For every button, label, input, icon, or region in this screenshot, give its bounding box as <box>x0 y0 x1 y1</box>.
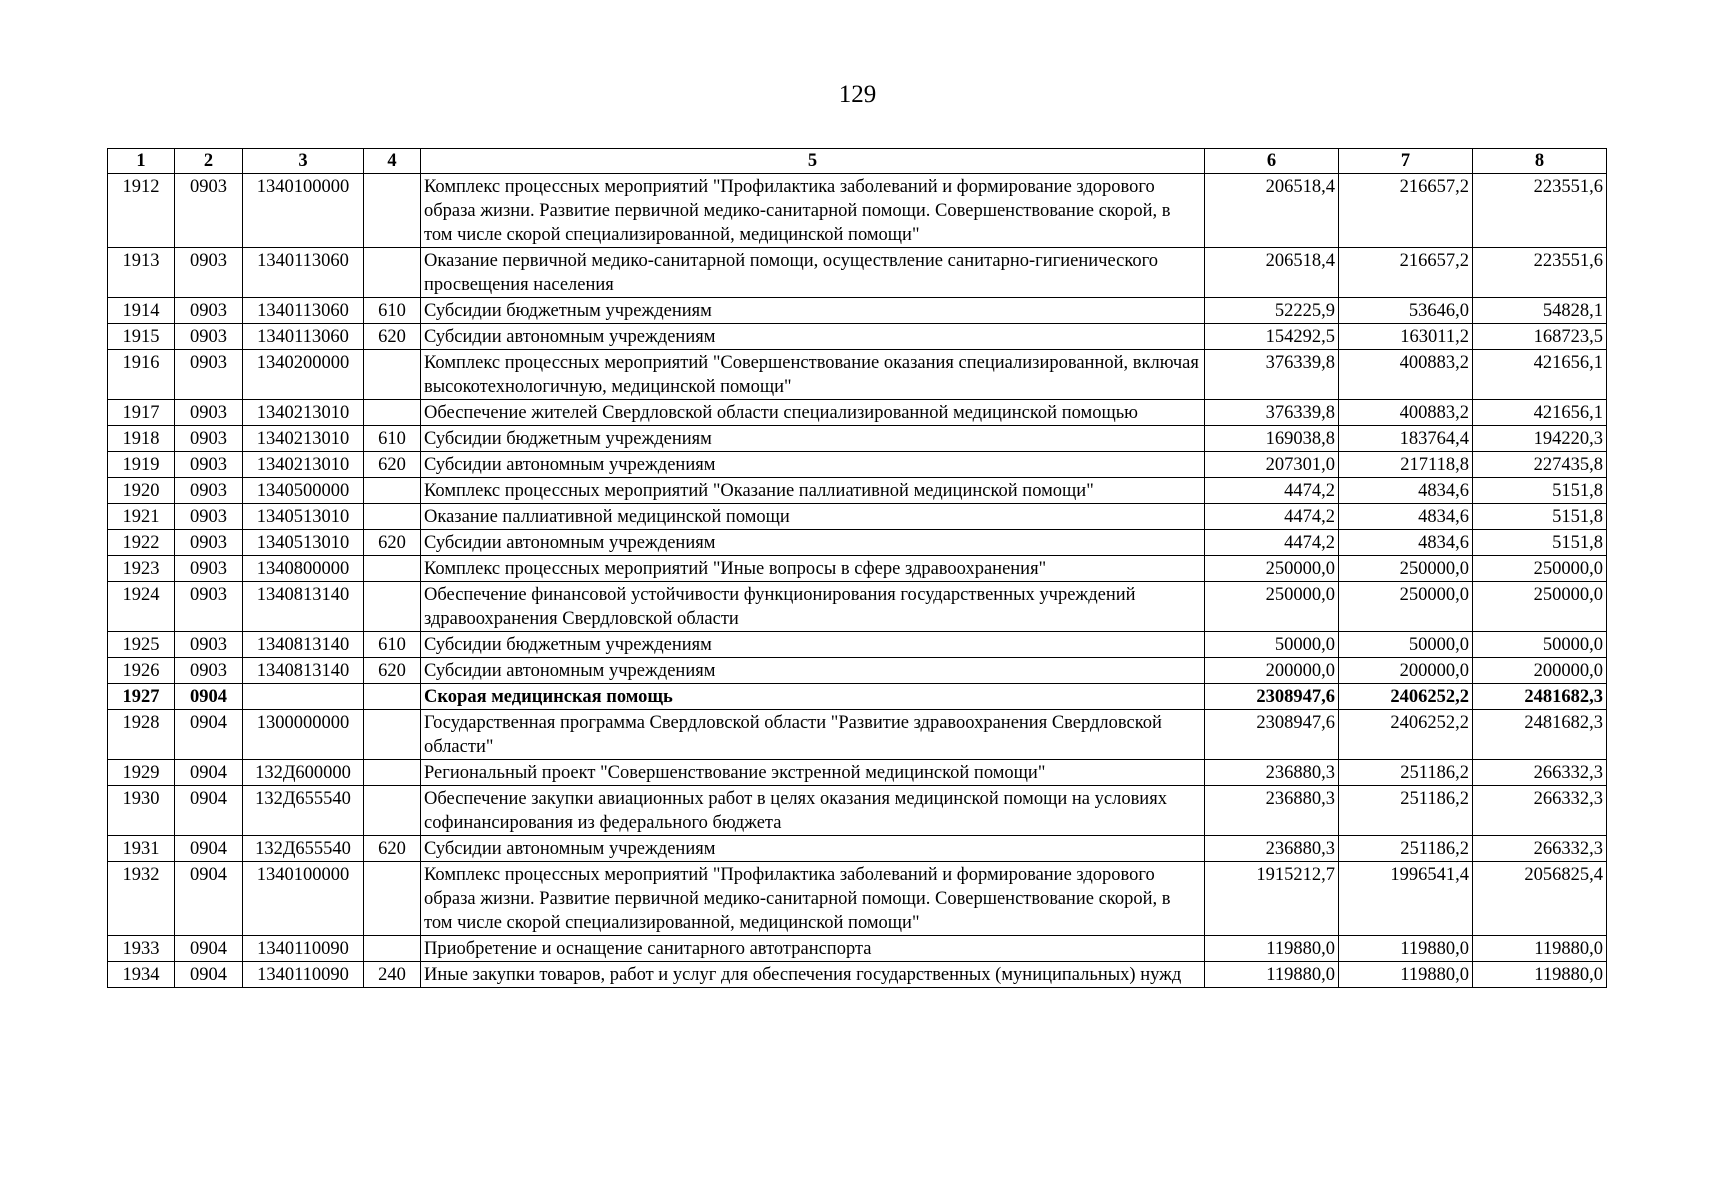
target-code-cell: 1340113060 <box>243 324 364 350</box>
amount-col7-cell: 1996541,4 <box>1339 862 1473 936</box>
description-cell: Субсидии автономным учреждениям <box>421 324 1205 350</box>
column-header: 2 <box>175 149 243 174</box>
row-number-cell: 1930 <box>108 786 175 836</box>
amount-col8-cell: 50000,0 <box>1473 632 1607 658</box>
target-code-cell: 132Д655540 <box>243 836 364 862</box>
description-cell: Приобретение и оснащение санитарного автотранспорта <box>421 936 1205 962</box>
row-number-cell: 1931 <box>108 836 175 862</box>
expense-type-cell: 610 <box>364 426 421 452</box>
section-code-cell: 0904 <box>175 862 243 936</box>
description-cell: Субсидии автономным учреждениям <box>421 658 1205 684</box>
section-code-cell: 0903 <box>175 632 243 658</box>
description-cell: Комплекс процессных мероприятий "Иные вопросы в сфере здравоохранения" <box>421 556 1205 582</box>
expense-type-cell: 620 <box>364 658 421 684</box>
section-code-cell: 0903 <box>175 298 243 324</box>
expense-type-cell <box>364 760 421 786</box>
amount-col6-cell: 2308947,6 <box>1205 684 1339 710</box>
expense-type-cell: 620 <box>364 836 421 862</box>
section-code-cell: 0903 <box>175 478 243 504</box>
description-cell: Региональный проект "Совершенствование экстренной медицинской помощи" <box>421 760 1205 786</box>
table-row <box>108 632 1607 658</box>
table-row <box>108 426 1607 452</box>
row-number-cell: 1916 <box>108 350 175 400</box>
page-number: 129 <box>838 81 877 108</box>
amount-col8-cell: 250000,0 <box>1473 556 1607 582</box>
amount-col8-cell: 168723,5 <box>1473 324 1607 350</box>
amount-col7-cell: 53646,0 <box>1339 298 1473 324</box>
amount-col8-cell: 223551,6 <box>1473 174 1607 248</box>
section-code-cell: 0903 <box>175 324 243 350</box>
table-row <box>108 862 1607 936</box>
section-code-cell: 0904 <box>175 836 243 862</box>
table-row <box>108 710 1607 760</box>
amount-col7-cell: 251186,2 <box>1339 836 1473 862</box>
target-code-cell: 1340813140 <box>243 658 364 684</box>
target-code-cell: 1340200000 <box>243 350 364 400</box>
amount-col6-cell: 236880,3 <box>1205 760 1339 786</box>
column-header: 5 <box>421 149 1205 174</box>
expense-type-cell: 620 <box>364 452 421 478</box>
row-number-cell: 1927 <box>108 684 175 710</box>
description-cell: Обеспечение жителей Свердловской области специализированной медицинской помощью <box>421 400 1205 426</box>
amount-col7-cell: 183764,4 <box>1339 426 1473 452</box>
target-code-cell: 1340110090 <box>243 962 364 988</box>
amount-col8-cell: 2481682,3 <box>1473 710 1607 760</box>
amount-col6-cell: 119880,0 <box>1205 962 1339 988</box>
description-cell: Комплекс процессных мероприятий "Оказание паллиативной медицинской помощи" <box>421 478 1205 504</box>
amount-col6-cell: 2308947,6 <box>1205 710 1339 760</box>
expense-type-cell: 610 <box>364 632 421 658</box>
section-code-cell: 0903 <box>175 582 243 632</box>
target-code-cell: 1300000000 <box>243 710 364 760</box>
description-cell: Комплекс процессных мероприятий "Профилактика заболеваний и формирование здорового образа жизни. Развитие первичной медико-санитарной помощи. Совершенствование скорой, в том числе скорой специализированной, медицинской помощи" <box>421 862 1205 936</box>
target-code-cell: 1340213010 <box>243 452 364 478</box>
amount-col6-cell: 4474,2 <box>1205 504 1339 530</box>
description-cell: Субсидии бюджетным учреждениям <box>421 426 1205 452</box>
description-cell: Комплекс процессных мероприятий "Совершенствование оказания специализированной, включая высокотехнологичную, медицинской помощи" <box>421 350 1205 400</box>
row-number-cell: 1920 <box>108 478 175 504</box>
table-row <box>108 760 1607 786</box>
expense-type-cell <box>364 556 421 582</box>
table-body <box>108 174 1607 988</box>
amount-col6-cell: 207301,0 <box>1205 452 1339 478</box>
target-code-cell: 132Д600000 <box>243 760 364 786</box>
section-code-cell: 0903 <box>175 174 243 248</box>
row-number-cell: 1912 <box>108 174 175 248</box>
target-code-cell <box>243 684 364 710</box>
amount-col6-cell: 376339,8 <box>1205 400 1339 426</box>
description-cell: Субсидии автономным учреждениям <box>421 836 1205 862</box>
amount-col6-cell: 169038,8 <box>1205 426 1339 452</box>
amount-col6-cell: 250000,0 <box>1205 556 1339 582</box>
expense-type-cell: 610 <box>364 298 421 324</box>
table-row <box>108 350 1607 400</box>
description-cell: Оказание первичной медико-санитарной помощи, осуществление санитарно-гигиенического просвещения населения <box>421 248 1205 298</box>
amount-col7-cell: 250000,0 <box>1339 582 1473 632</box>
table-row <box>108 836 1607 862</box>
target-code-cell: 1340100000 <box>243 862 364 936</box>
amount-col7-cell: 2406252,2 <box>1339 710 1473 760</box>
amount-col6-cell: 154292,5 <box>1205 324 1339 350</box>
table-row <box>108 400 1607 426</box>
amount-col6-cell: 119880,0 <box>1205 936 1339 962</box>
table-row <box>108 962 1607 988</box>
amount-col8-cell: 250000,0 <box>1473 582 1607 632</box>
amount-col7-cell: 216657,2 <box>1339 248 1473 298</box>
amount-col8-cell: 194220,3 <box>1473 426 1607 452</box>
section-code-cell: 0904 <box>175 760 243 786</box>
target-code-cell: 1340513010 <box>243 530 364 556</box>
row-number-cell: 1922 <box>108 530 175 556</box>
row-number-cell: 1921 <box>108 504 175 530</box>
table-row <box>108 298 1607 324</box>
column-header: 1 <box>108 149 175 174</box>
table-row <box>108 324 1607 350</box>
table-row <box>108 478 1607 504</box>
table-row <box>108 452 1607 478</box>
amount-col8-cell: 5151,8 <box>1473 504 1607 530</box>
amount-col6-cell: 206518,4 <box>1205 174 1339 248</box>
expense-type-cell <box>364 248 421 298</box>
table-row <box>108 174 1607 248</box>
table-row <box>108 248 1607 298</box>
target-code-cell: 1340813140 <box>243 582 364 632</box>
row-number-cell: 1933 <box>108 936 175 962</box>
amount-col6-cell: 4474,2 <box>1205 478 1339 504</box>
amount-col8-cell: 2056825,4 <box>1473 862 1607 936</box>
table-row <box>108 786 1607 836</box>
table-header-row <box>108 149 1607 174</box>
amount-col7-cell: 400883,2 <box>1339 350 1473 400</box>
row-number-cell: 1923 <box>108 556 175 582</box>
target-code-cell: 1340500000 <box>243 478 364 504</box>
description-cell: Оказание паллиативной медицинской помощи <box>421 504 1205 530</box>
table-row <box>108 658 1607 684</box>
amount-col7-cell: 4834,6 <box>1339 504 1473 530</box>
table-row <box>108 556 1607 582</box>
amount-col6-cell: 376339,8 <box>1205 350 1339 400</box>
target-code-cell: 1340800000 <box>243 556 364 582</box>
expense-type-cell: 620 <box>364 530 421 556</box>
target-code-cell: 1340513010 <box>243 504 364 530</box>
expense-type-cell <box>364 478 421 504</box>
row-number-cell: 1925 <box>108 632 175 658</box>
section-code-cell: 0904 <box>175 936 243 962</box>
amount-col6-cell: 250000,0 <box>1205 582 1339 632</box>
amount-col7-cell: 119880,0 <box>1339 962 1473 988</box>
amount-col8-cell: 421656,1 <box>1473 400 1607 426</box>
description-cell: Обеспечение закупки авиационных работ в целях оказания медицинской помощи на условиях софинансирования из федерального бюджета <box>421 786 1205 836</box>
amount-col8-cell: 266332,3 <box>1473 836 1607 862</box>
expense-type-cell <box>364 710 421 760</box>
expense-type-cell <box>364 684 421 710</box>
amount-col8-cell: 266332,3 <box>1473 760 1607 786</box>
description-cell: Субсидии автономным учреждениям <box>421 530 1205 556</box>
amount-col7-cell: 251186,2 <box>1339 786 1473 836</box>
expense-type-cell <box>364 936 421 962</box>
amount-col8-cell: 2481682,3 <box>1473 684 1607 710</box>
amount-col8-cell: 5151,8 <box>1473 478 1607 504</box>
amount-col8-cell: 200000,0 <box>1473 658 1607 684</box>
target-code-cell: 1340813140 <box>243 632 364 658</box>
target-code-cell: 1340113060 <box>243 248 364 298</box>
amount-col7-cell: 400883,2 <box>1339 400 1473 426</box>
amount-col8-cell: 54828,1 <box>1473 298 1607 324</box>
target-code-cell: 132Д655540 <box>243 786 364 836</box>
row-number-cell: 1913 <box>108 248 175 298</box>
expense-type-cell <box>364 862 421 936</box>
description-cell: Государственная программа Свердловской области "Развитие здравоохранения Свердловской области" <box>421 710 1205 760</box>
amount-col7-cell: 216657,2 <box>1339 174 1473 248</box>
amount-col7-cell: 2406252,2 <box>1339 684 1473 710</box>
table-row <box>108 582 1607 632</box>
section-code-cell: 0903 <box>175 530 243 556</box>
row-number-cell: 1929 <box>108 760 175 786</box>
row-number-cell: 1926 <box>108 658 175 684</box>
column-header: 8 <box>1473 149 1607 174</box>
expense-type-cell <box>364 350 421 400</box>
row-number-cell: 1924 <box>108 582 175 632</box>
row-number-cell: 1914 <box>108 298 175 324</box>
amount-col6-cell: 236880,3 <box>1205 786 1339 836</box>
expense-type-cell <box>364 504 421 530</box>
section-code-cell: 0904 <box>175 786 243 836</box>
amount-col8-cell: 421656,1 <box>1473 350 1607 400</box>
target-code-cell: 1340213010 <box>243 400 364 426</box>
amount-col6-cell: 200000,0 <box>1205 658 1339 684</box>
row-number-cell: 1932 <box>108 862 175 936</box>
target-code-cell: 1340110090 <box>243 936 364 962</box>
table-row <box>108 504 1607 530</box>
amount-col6-cell: 4474,2 <box>1205 530 1339 556</box>
description-cell: Субсидии автономным учреждениям <box>421 452 1205 478</box>
row-number-cell: 1917 <box>108 400 175 426</box>
column-header: 6 <box>1205 149 1339 174</box>
target-code-cell: 1340100000 <box>243 174 364 248</box>
amount-col8-cell: 223551,6 <box>1473 248 1607 298</box>
section-code-cell: 0903 <box>175 658 243 684</box>
table-row <box>108 684 1607 710</box>
target-code-cell: 1340113060 <box>243 298 364 324</box>
row-number-cell: 1928 <box>108 710 175 760</box>
expense-type-cell <box>364 174 421 248</box>
section-code-cell: 0904 <box>175 684 243 710</box>
amount-col7-cell: 200000,0 <box>1339 658 1473 684</box>
budget-table <box>107 148 1607 988</box>
section-code-cell: 0904 <box>175 962 243 988</box>
row-number-cell: 1915 <box>108 324 175 350</box>
target-code-cell: 1340213010 <box>243 426 364 452</box>
amount-col8-cell: 227435,8 <box>1473 452 1607 478</box>
amount-col7-cell: 50000,0 <box>1339 632 1473 658</box>
amount-col7-cell: 217118,8 <box>1339 452 1473 478</box>
amount-col7-cell: 4834,6 <box>1339 478 1473 504</box>
description-cell: Скорая медицинская помощь <box>421 684 1205 710</box>
amount-col7-cell: 4834,6 <box>1339 530 1473 556</box>
amount-col6-cell: 206518,4 <box>1205 248 1339 298</box>
column-header: 4 <box>364 149 421 174</box>
amount-col6-cell: 1915212,7 <box>1205 862 1339 936</box>
amount-col8-cell: 266332,3 <box>1473 786 1607 836</box>
amount-col6-cell: 236880,3 <box>1205 836 1339 862</box>
section-code-cell: 0903 <box>175 504 243 530</box>
expense-type-cell: 240 <box>364 962 421 988</box>
row-number-cell: 1934 <box>108 962 175 988</box>
section-code-cell: 0903 <box>175 556 243 582</box>
row-number-cell: 1919 <box>108 452 175 478</box>
expense-type-cell <box>364 582 421 632</box>
section-code-cell: 0903 <box>175 350 243 400</box>
expense-type-cell <box>364 786 421 836</box>
expense-type-cell: 620 <box>364 324 421 350</box>
amount-col7-cell: 119880,0 <box>1339 936 1473 962</box>
table-row <box>108 936 1607 962</box>
row-number-cell: 1918 <box>108 426 175 452</box>
section-code-cell: 0903 <box>175 426 243 452</box>
amount-col7-cell: 163011,2 <box>1339 324 1473 350</box>
column-header: 7 <box>1339 149 1473 174</box>
section-code-cell: 0903 <box>175 248 243 298</box>
section-code-cell: 0904 <box>175 710 243 760</box>
amount-col8-cell: 119880,0 <box>1473 962 1607 988</box>
section-code-cell: 0903 <box>175 400 243 426</box>
amount-col7-cell: 251186,2 <box>1339 760 1473 786</box>
amount-col6-cell: 50000,0 <box>1205 632 1339 658</box>
table-row <box>108 530 1607 556</box>
description-cell: Иные закупки товаров, работ и услуг для обеспечения государственных (муниципальных) нужд <box>421 962 1205 988</box>
section-code-cell: 0903 <box>175 452 243 478</box>
column-header: 3 <box>243 149 364 174</box>
amount-col8-cell: 119880,0 <box>1473 936 1607 962</box>
amount-col7-cell: 250000,0 <box>1339 556 1473 582</box>
description-cell: Комплекс процессных мероприятий "Профилактика заболеваний и формирование здорового образа жизни. Развитие первичной медико-санитарной помощи. Совершенствование скорой, в том числе скорой специализированной, медицинской помощи" <box>421 174 1205 248</box>
description-cell: Субсидии бюджетным учреждениям <box>421 298 1205 324</box>
expense-type-cell <box>364 400 421 426</box>
amount-col6-cell: 52225,9 <box>1205 298 1339 324</box>
description-cell: Обеспечение финансовой устойчивости функционирования государственных учреждений здравоохранения Свердловской области <box>421 582 1205 632</box>
description-cell: Субсидии бюджетным учреждениям <box>421 632 1205 658</box>
amount-col8-cell: 5151,8 <box>1473 530 1607 556</box>
